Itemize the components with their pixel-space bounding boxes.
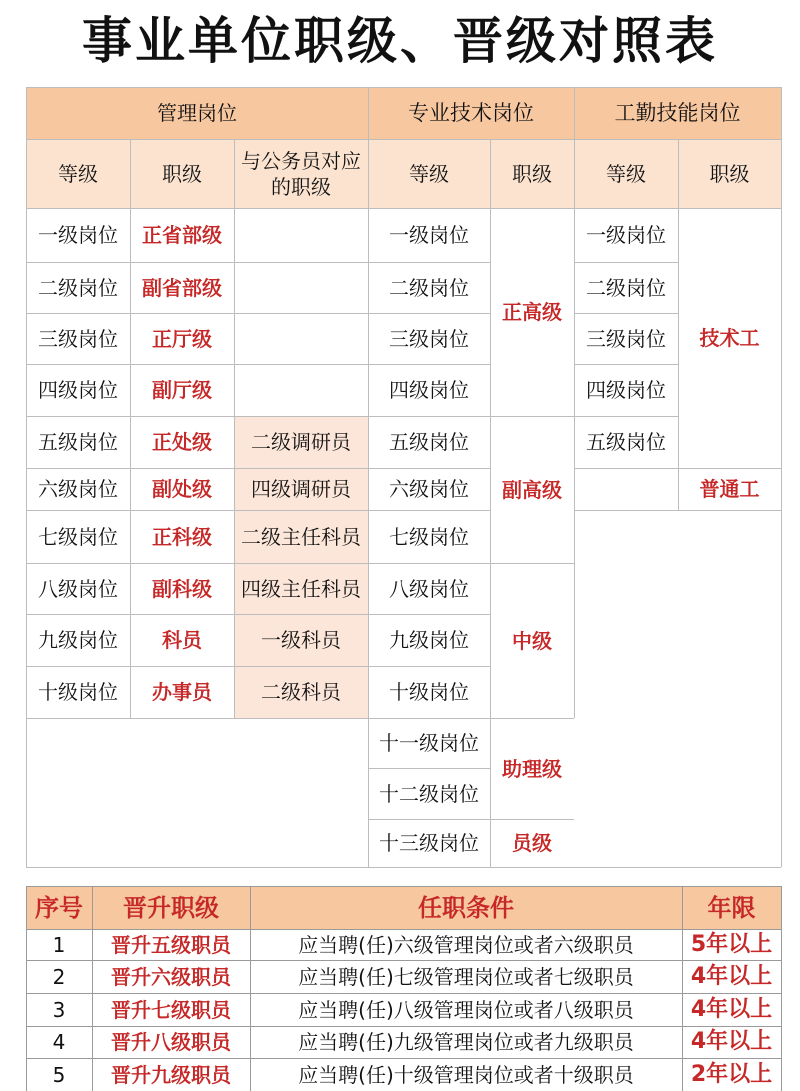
grid-line-h	[574, 262, 678, 263]
log-level-cell: 二级岗位	[586, 275, 666, 300]
grid-line-v	[490, 139, 491, 867]
grid-line-h	[368, 819, 490, 820]
header-promotion: 晋升职级	[123, 893, 219, 922]
promotion-condition-cell: 应当聘(任)八级管理岗位或者八级职员	[298, 997, 634, 1022]
sub-header-mgmt-civil: 与公务员对应的职级	[234, 139, 368, 208]
page-title: 事业单位职级、晋级对照表	[82, 12, 718, 70]
grid-line-h	[490, 416, 574, 417]
grid-line-v	[682, 886, 683, 1091]
sub-header-prof-level: 等级	[368, 139, 490, 208]
grid-line-h	[368, 718, 490, 719]
sub-header-prof-rank: 职级	[490, 139, 574, 208]
prof-level-cell: 八级岗位	[389, 576, 469, 601]
sub-header-log-level: 等级	[574, 139, 678, 208]
grid-line-v	[26, 87, 27, 867]
mgmt-level-cell: 三级岗位	[38, 326, 118, 351]
grid-line-h	[574, 510, 781, 511]
mgmt-rank-cell: 正科级	[152, 524, 212, 549]
header-no: 序号	[35, 893, 83, 922]
mgmt-level-cell: 四级岗位	[38, 378, 118, 402]
prof-level-cell: 六级岗位	[389, 477, 469, 501]
grid-line-h	[368, 468, 490, 469]
prof-rank-zhuli: 助理级	[502, 756, 562, 781]
promotion-years-cell: 4年以上	[690, 1029, 773, 1054]
grid-line-h	[574, 416, 678, 417]
mgmt-level-cell: 十级岗位	[38, 680, 118, 704]
mgmt-civil-cell: 二级科员	[261, 680, 341, 704]
log-level-cell: 一级岗位	[586, 223, 666, 247]
grid-line-h	[26, 510, 368, 511]
grid-line-h	[26, 563, 368, 564]
mgmt-level-cell: 五级岗位	[38, 430, 118, 454]
grid-line-h	[368, 416, 490, 417]
mgmt-rank-cell: 正省部级	[142, 223, 222, 247]
promotion-condition-cell: 应当聘(任)九级管理岗位或者九级职员	[298, 1030, 634, 1054]
group-header-professional: 专业技术岗位	[368, 87, 574, 139]
promotion-years-cell: 5年以上	[690, 931, 773, 957]
prof-level-cell: 三级岗位	[389, 326, 469, 351]
mgmt-civil-cell	[234, 262, 368, 313]
grid-line-v	[781, 886, 782, 1091]
header-condition: 任职条件	[418, 893, 514, 922]
prof-level-cell: 五级岗位	[389, 430, 469, 454]
promotion-years-cell: 4年以上	[690, 996, 773, 1022]
prof-level-cell: 十级岗位	[389, 680, 469, 704]
mgmt-rank-cell: 副省部级	[142, 275, 222, 300]
sub-header-mgmt-level: 等级	[26, 139, 130, 208]
grid-line-v	[92, 886, 93, 1091]
grid-line-v	[574, 468, 575, 510]
mgmt-level-cell: 一级岗位	[38, 223, 118, 247]
grid-line-v	[130, 139, 131, 718]
grid-line-h	[26, 993, 781, 994]
mgmt-rank-cell: 副科级	[152, 576, 212, 601]
prof-level-cell: 十一级岗位	[379, 731, 479, 755]
prof-level-cell: 十二级岗位	[379, 781, 479, 806]
mgmt-rank-cell: 科员	[162, 628, 202, 652]
prof-level-cell: 一级岗位	[389, 223, 469, 247]
mgmt-rank-cell: 副厅级	[152, 378, 212, 402]
promotion-name-cell: 晋升五级职员	[111, 932, 231, 957]
promotion-no-cell: 4	[52, 1030, 66, 1054]
group-header-logistics: 工勤技能岗位	[574, 87, 781, 139]
promotion-name-cell: 晋升七级职员	[111, 997, 231, 1022]
grid-line-h	[26, 416, 368, 417]
grid-line-h	[368, 768, 490, 769]
grid-line-h	[26, 614, 368, 615]
grid-line-h	[368, 614, 490, 615]
promotion-condition-cell: 应当聘(任)七级管理岗位或者七级职员	[298, 964, 634, 989]
mgmt-level-cell: 八级岗位	[38, 576, 118, 601]
grid-line-v	[26, 886, 27, 1091]
grid-line-h	[678, 468, 781, 469]
mgmt-civil-cell	[234, 313, 368, 364]
promotion-name-cell: 晋升六级职员	[111, 964, 231, 989]
prof-rank-zhong: 中级	[512, 628, 552, 653]
prof-level-cell: 二级岗位	[389, 275, 469, 300]
log-rank-jishu: 技术工	[699, 326, 760, 350]
promotion-name-cell: 晋升八级职员	[111, 1030, 231, 1054]
grid-line-h	[368, 563, 490, 564]
grid-line-v	[781, 87, 782, 867]
mgmt-level-cell: 六级岗位	[38, 477, 118, 501]
mgmt-civil-cell: 一级科员	[261, 628, 341, 652]
grid-line-h	[368, 262, 490, 263]
header-years: 年限	[707, 893, 756, 922]
grid-line-h	[368, 313, 490, 314]
grid-line-h	[574, 364, 678, 365]
mgmt-rank-cell: 正厅级	[152, 326, 212, 351]
log-level-cell: 五级岗位	[586, 430, 666, 454]
grid-line-h	[490, 563, 574, 564]
prof-rank-fu-gao: 副高级	[502, 477, 562, 502]
grid-line-h	[26, 87, 781, 88]
prof-rank-yuan: 员级	[512, 831, 552, 855]
grid-line-h	[368, 666, 490, 667]
log-level-cell: 三级岗位	[586, 326, 666, 351]
sub-header-log-rank: 职级	[678, 139, 781, 208]
log-level-cell: 四级岗位	[586, 378, 666, 402]
promotion-no-cell: 2	[52, 964, 66, 989]
mgmt-civil-cell	[234, 364, 368, 416]
mgmt-level-cell: 九级岗位	[38, 628, 118, 652]
grid-line-h	[26, 208, 781, 209]
prof-rank-zheng-gao: 正高级	[502, 300, 562, 324]
grid-line-h	[490, 819, 574, 820]
promotion-years-cell: 4年以上	[690, 963, 773, 989]
grid-line-h	[26, 1058, 781, 1059]
promotion-condition-cell: 应当聘(任)六级管理岗位或者六级职员	[298, 932, 634, 957]
grid-line-h	[26, 1026, 781, 1027]
grid-line-h	[26, 262, 368, 263]
grid-line-h	[26, 960, 781, 961]
grid-line-h	[26, 364, 368, 365]
grid-line-v	[574, 87, 575, 718]
mgmt-civil-cell	[234, 208, 368, 262]
prof-level-cell: 七级岗位	[389, 524, 469, 549]
sub-header-mgmt-rank: 职级	[130, 139, 234, 208]
grid-line-v	[234, 139, 235, 718]
mgmt-rank-cell: 正处级	[152, 430, 212, 454]
mgmt-level-cell: 二级岗位	[38, 275, 118, 300]
promotion-condition-cell: 应当聘(任)十级管理岗位或者十级职员	[298, 1062, 634, 1087]
promotion-no-cell: 5	[52, 1062, 66, 1087]
grid-line-h	[368, 510, 490, 511]
grid-line-h	[26, 886, 781, 887]
grid-line-h	[26, 929, 781, 930]
grid-line-h	[26, 313, 368, 314]
grid-line-h	[574, 468, 678, 469]
grid-line-h	[26, 867, 781, 868]
grid-line-h	[574, 313, 678, 314]
prof-level-cell: 十三级岗位	[379, 831, 479, 855]
group-header-management: 管理岗位	[26, 87, 368, 139]
grid-line-h	[26, 139, 781, 140]
mgmt-level-cell: 七级岗位	[38, 524, 118, 549]
grid-line-v	[250, 886, 251, 1091]
grid-line-v	[678, 139, 679, 510]
promotion-years-cell: 2年以上	[690, 1061, 773, 1087]
mgmt-civil-cell: 二级调研员	[251, 430, 351, 454]
prof-level-cell: 四级岗位	[389, 378, 469, 402]
promotion-name-cell: 晋升九级职员	[111, 1062, 231, 1087]
grid-line-h	[26, 718, 368, 719]
grid-line-h	[26, 468, 368, 469]
promotion-no-cell: 1	[52, 932, 66, 957]
mgmt-civil-cell: 四级调研员	[251, 477, 351, 501]
grid-line-v	[368, 87, 369, 867]
promotion-no-cell: 3	[52, 997, 66, 1022]
prof-level-cell: 九级岗位	[389, 628, 469, 652]
log-rank-putong: 普通工	[699, 477, 760, 501]
grid-line-h	[490, 718, 574, 719]
mgmt-civil-cell: 四级主任科员	[241, 576, 361, 601]
grid-line-h	[368, 364, 490, 365]
mgmt-civil-cell: 二级主任科员	[241, 524, 361, 549]
grid-line-h	[26, 666, 368, 667]
mgmt-rank-cell: 副处级	[152, 477, 212, 501]
mgmt-rank-cell: 办事员	[152, 680, 212, 704]
